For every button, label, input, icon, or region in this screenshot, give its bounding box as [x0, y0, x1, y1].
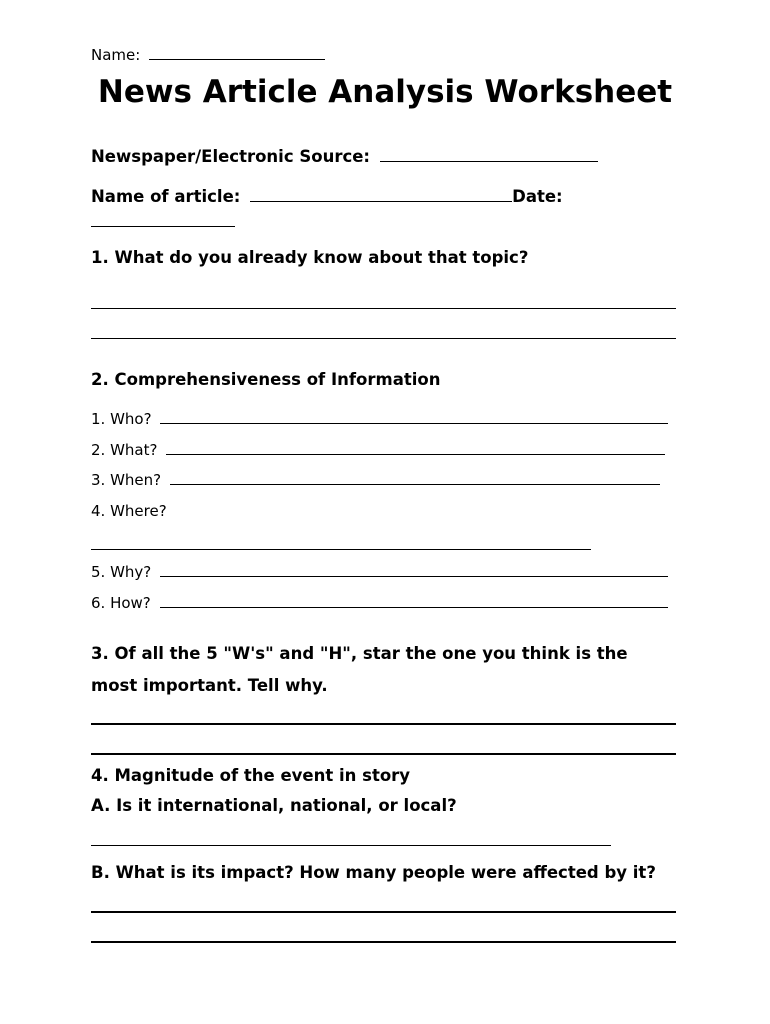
q1-answer-line-2[interactable]: [91, 338, 676, 339]
source-input-line[interactable]: [380, 160, 598, 162]
q2-item-what: [91, 441, 665, 459]
page-title: News Article Analysis Worksheet: [97, 74, 673, 110]
q2-when-line[interactable]: [170, 483, 660, 485]
q2-item-label: 3. When?: [91, 471, 162, 489]
q2-item-label: 5. Why?: [91, 563, 152, 581]
q4-b-answer-line-2[interactable]: [91, 941, 676, 943]
name-row: [91, 46, 325, 64]
q2-who-line[interactable]: [160, 422, 668, 424]
q1-text: 1. What do you already know about that topic?: [91, 248, 529, 267]
q2-where-line[interactable]: [91, 549, 591, 550]
article-name-input-line[interactable]: [250, 200, 512, 202]
q2-how-line[interactable]: [160, 606, 668, 608]
article-row: [91, 187, 563, 206]
date-input-line[interactable]: [91, 226, 235, 227]
q2-item-label: 1. Who?: [91, 410, 152, 428]
q2-title: 2. Comprehensiveness of Information: [91, 370, 441, 389]
q2-why-line[interactable]: [160, 575, 668, 577]
q2-item-label: 4. Where?: [91, 502, 167, 520]
q1-answer-line-1[interactable]: [91, 308, 676, 309]
q4-b-text: B. What is its impact? How many people were affected by it?: [91, 863, 656, 882]
date-label: Date:: [512, 187, 563, 206]
source-label: Newspaper/Electronic Source:: [91, 147, 371, 166]
name-label: Name:: [91, 46, 141, 64]
name-input-line[interactable]: [149, 58, 325, 60]
q2-item-who: [91, 410, 668, 428]
q3-text-line-2: most important. Tell why.: [91, 676, 328, 695]
q3-answer-line-1[interactable]: [91, 723, 676, 725]
q3-answer-line-2[interactable]: [91, 753, 676, 755]
q2-what-line[interactable]: [166, 453, 665, 455]
q2-item-when: [91, 471, 660, 489]
q2-item-where: [91, 502, 167, 520]
q4-title: 4. Magnitude of the event in story: [91, 766, 411, 785]
q4-a-text: A. Is it international, national, or local?: [91, 796, 457, 815]
q2-item-how: [91, 594, 668, 612]
q4-b-answer-line-1[interactable]: [91, 911, 676, 913]
q4-a-answer-line[interactable]: [91, 845, 611, 846]
q3-text-line-1: 3. Of all the 5 "W's" and "H", star the one you think is the: [91, 644, 628, 663]
article-name-label: Name of article:: [91, 187, 241, 206]
q2-item-label: 2. What?: [91, 441, 158, 459]
q2-item-why: [91, 563, 668, 581]
q2-item-label: 6. How?: [91, 594, 151, 612]
source-row: [91, 147, 598, 166]
